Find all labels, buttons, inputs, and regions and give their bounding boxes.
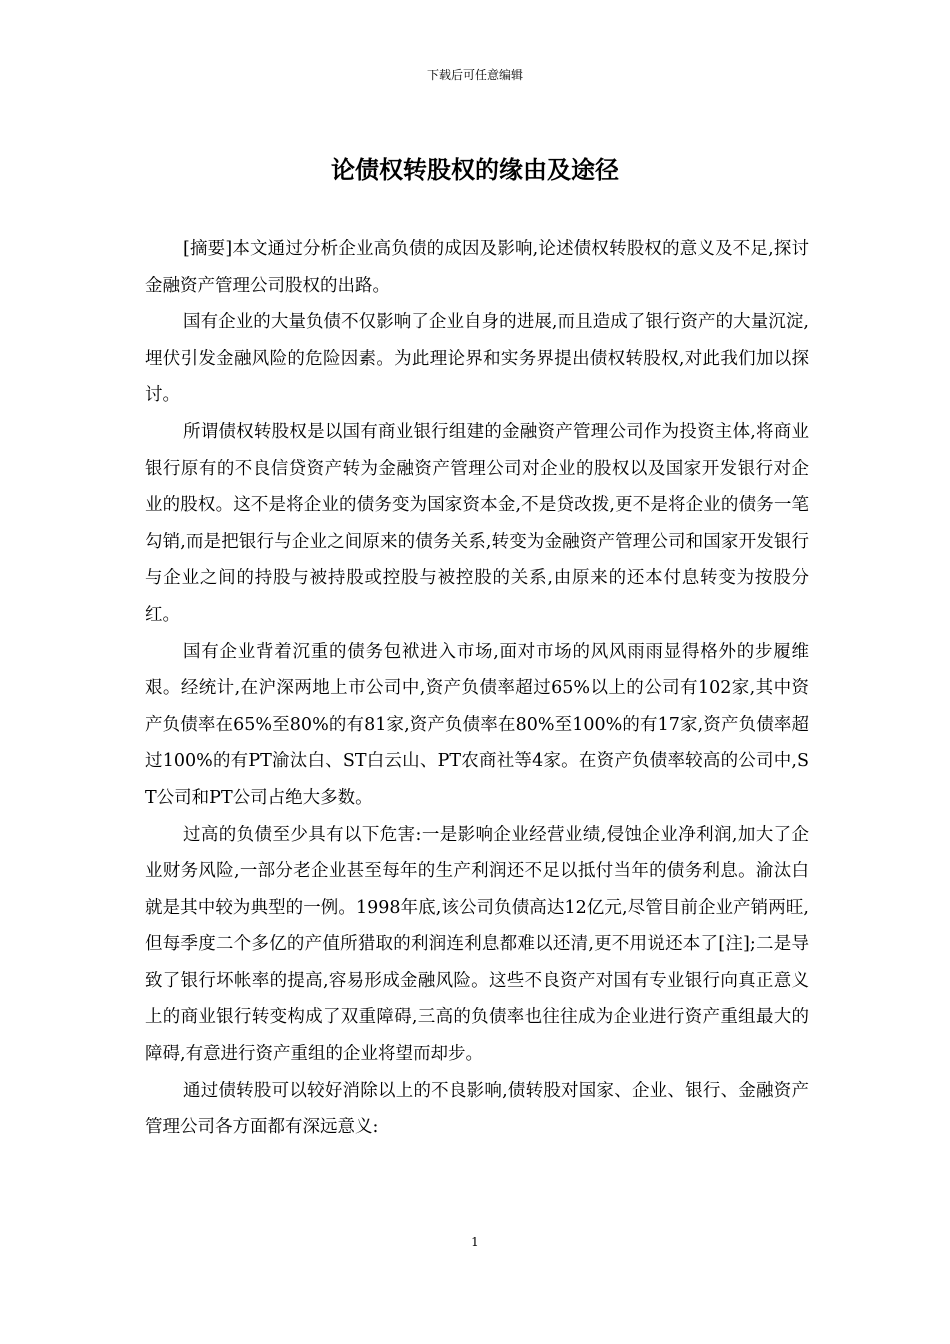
page-header-note: 下载后可任意编辑 (426, 68, 523, 82)
body-paragraph: 过高的负债至少具有以下危害:一是影响企业经营业绩,侵蚀企业净利润,加大了企业财务风险,一部分老企业甚至每年的生产利润还不足以抵付当年的债务利息。渝汰白就是其中较为典型的一例。1998年底,该公司负债高达12亿元,尽管目前企业产销两旺,但每季度二个多亿的产值所猎取的利润连利息都难以还清,更不用说还本了[注];二是导致了银行坏帐率的提高,容易形成金融风险。这些不良资产对国有专业银行向真正意义上的商业银行转变构成了双重障碍,三高的负债率也往往成为企业进行资产重组最大的障碍,有意进行资产重组的企业将望而却步。 (145, 824, 809, 1065)
body-paragraph: 通过债转股可以较好消除以上的不良影响,债转股对国家、企业、银行、金融资产管理公司各方面都有深远意义: (145, 1080, 809, 1138)
document-body (145, 231, 809, 1146)
abstract-paragraph: [摘要]本文通过分析企业高负债的成因及影响,论述债权转股权的意义及不足,探讨金融资产管理公司股权的出路。 (145, 239, 809, 296)
body-paragraph: 国有企业的大量负债不仅影响了企业自身的进展,而且造成了银行资产的大量沉淀,埋伏引发金融风险的危险因素。为此理论界和实务界提出债权转股权,对此我们加以探讨。 (145, 312, 809, 406)
page-number: 1 (471, 1235, 479, 1249)
body-paragraph: 所谓债权转股权是以国有商业银行组建的金融资产管理公司作为投资主体,将商业银行原有的不良信贷资产转为金融资产管理公司对企业的股权以及国家开发银行对企业的股权。这不是将企业的债务变为国家资本金,不是贷改拨,更不是将企业的债务一笔勾销,而是把银行与企业之间原来的债务关系,转变为金融资产管理公司和国家开发银行与企业之间的持股与被持股或控股与被控股的关系,由原来的还本付息转变为按股分红。 (145, 421, 809, 625)
body-paragraph: 国有企业背着沉重的债务包袱进入市场,面对市场的风风雨雨显得格外的步履维艰。经统计,在沪深两地上市公司中,资产负债率超过65%以上的公司有102家,其中资产负债率在65%至80%的有81家,资产负债率在80%至100%的有17家,资产负债率超过100%的有PT渝汰白、ST白云山、PT农商社等4家。在资产负债率较高的公司中,ST公司和PT公司占绝大多数。 (145, 641, 809, 808)
document-title: 论债权转股权的缘由及途径 (331, 156, 619, 184)
